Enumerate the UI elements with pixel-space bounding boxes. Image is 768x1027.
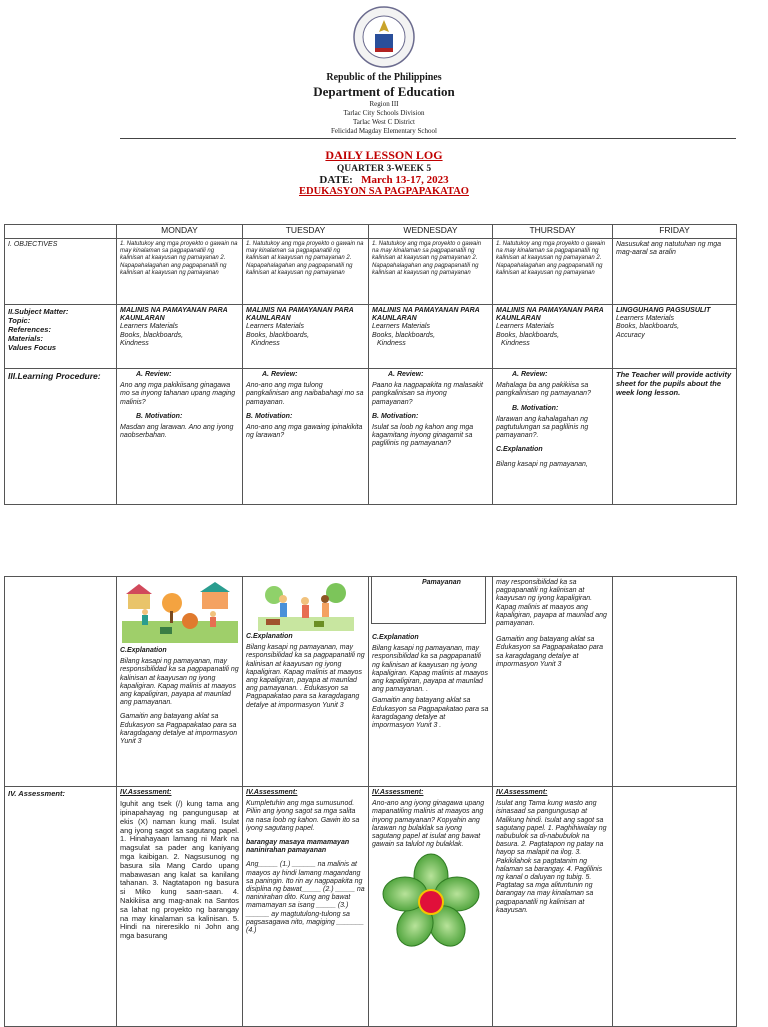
ref-text: Learners Materials	[372, 323, 430, 331]
monday-objectives: 1. Natutukoy ang mga proyekto o gawain na may kinalaman sa pagpapanatili ng kalinisan at kaayusan ng pamayanan 2. Napapahalagahan ang pagpapanatili ng kalinisan at kaayusan ng pamayanan	[117, 239, 243, 305]
thursday-explanation	[493, 577, 613, 787]
monday-motivation: Masdan ang larawan. Ano ang iyong naobserbahan.	[120, 424, 234, 440]
monday-gamitin: Gamaitin ang batayang aklat sa Edukasyon sa Pagpapakatao para sa karagdagang detalye at impormasyon Yunit 3	[120, 713, 238, 746]
wednesday-box	[371, 577, 486, 624]
objectives-label: I. OBJECTIVES	[5, 239, 117, 305]
header-divider	[120, 138, 736, 139]
thursday-review: Mahalaga ba ang pakikiisa sa pangkalinisan ng pamayanan?	[496, 382, 591, 398]
materials-text: Books, blackboards,	[120, 331, 184, 339]
tuesday-word-box: barangay masaya mamamayan naninirahan pamayanan	[246, 839, 350, 855]
explanation-label: C.Explanation	[246, 633, 293, 640]
thursday-header: THURSDAY	[493, 225, 613, 239]
tuesday-review: Ano-ano ang mga tulong pangkalinisan ang naibabahagi mo sa pamayanan.	[246, 382, 364, 406]
monday-assessment-text: Iguhit ang tsek (/) kung tama ang ipinapahayag ng pangungusap at ekis (X) naman kung mali. Isulat ang iyong sagot sa sagutang papel. 1. Hinahayaan lamang ni Mark na magsulat sa pader ang kaniyang mga kaibigan. 2. Nagsusunog ng basura sila Mang Cardo upang mabawasan ang kalat sa kanilang tahanan. 3. Nagtatapon ng basura si Miko kung saan-saan. 4. Nakikiisa ang mag-anak na Santos sa lahat ng proyekto ng barangay na may kinalaman sa kalinisan. 5. Hindi na nireresiklo ni John ang mga basurang	[120, 799, 239, 941]
assessment-heading: IV.Assessment:	[246, 789, 298, 796]
children-planting-illustration	[258, 581, 354, 631]
department-line: Department of Education	[313, 84, 455, 99]
district-line: Tarlac West C District	[353, 118, 415, 126]
ref-text: Learners Materials	[120, 323, 178, 331]
monday-explanation-text: Bilang kasapi ng pamayanan, may responsibilidad ka sa pagpapanatili ng kalinisan at kaayusan ng iyong kapaligiran. Kapag malinis at maayos ang kapaligiran, payapa at maunlad ang pamayanan.	[120, 658, 239, 707]
wednesday-gamitin: Gamaitin ang batayang aklat sa Edukasyon sa Pagpapakatao para sa karagdagang detalye at impormasyon Yunit 3 .	[372, 697, 489, 730]
tuesday-explanation	[243, 577, 369, 787]
motivation-label: B. Motivation:	[136, 412, 183, 420]
division-line: Tarlac City Schools Division	[343, 109, 425, 117]
topic-text: LINGGUHANG PAGSUSULIT	[616, 307, 711, 314]
friday-explanation	[613, 577, 737, 787]
wednesday-assessment-text: Ano-ano ang iyong ginagawa upang mapanatiling malinis at maayos ang inyong pamayanan? Kopyahin ang larawan ng bulaklak sa iyong sagutang papel at isulat ang bawat gawain sa talulot ng bulaklak.	[372, 800, 485, 849]
subject-matter-labels	[5, 305, 117, 369]
thursday-procedure	[493, 369, 613, 505]
subject-title: EDUKASYON SA PAGPAPAKATAO	[299, 186, 469, 197]
date-value: March 13-17, 2023	[361, 174, 449, 186]
tuesday-header: TUESDAY	[243, 225, 369, 239]
school-line: Felicidad Magday Elementary School	[331, 127, 437, 135]
materials-label: Materials:	[8, 334, 44, 343]
wednesday-assessment	[369, 787, 493, 1027]
topic-text: MALINIS NA PAMAYANAN PARA KAUNLARAN	[246, 307, 354, 323]
wednesday-review: Paano ka nagpapakita ng malasakit pangkalinisan sa inyong pamayanan?	[372, 382, 483, 406]
monday-assessment	[117, 787, 243, 1027]
flower-icon	[381, 852, 481, 952]
learning-procedure-row	[5, 369, 737, 505]
objectives-row	[5, 239, 737, 305]
topic-text: MALINIS NA PAMAYANAN PARA KAUNLARAN	[120, 307, 228, 323]
tuesday-subject	[243, 305, 369, 369]
motivation-label: B. Motivation:	[372, 412, 419, 420]
materials-text: Books, blackboards,	[616, 323, 680, 331]
learning-label-cell	[5, 369, 117, 505]
materials-text: Books, blackboards,	[246, 331, 310, 339]
wednesday-explanation-text: Bilang kasapi ng pamayanan, may responsibilidad ka sa pagpapanatili ng kalinisan at kaayusan ng iyong kapaligiran. Kapag malinis at maayos ang kapaligiran, payapa at maunlad ang pamayanan. .	[372, 645, 488, 694]
explanation-label: C.Explanation	[372, 634, 419, 641]
wednesday-objectives: 1. Natutukoy ang mga proyekto o gawain na may kinalaman sa pagpapanatili ng kalinisan at kaayusan ng pamayanan 2. Napapahalagahan ang pagpapanatili ng kalinisan at kaayusan ng pamayanan	[369, 239, 493, 305]
topic-text: MALINIS NA PAMAYANAN PARA KAUNLARAN	[372, 307, 480, 323]
materials-text: Books, blackboards,	[372, 331, 436, 339]
value-text: Kindness	[501, 339, 530, 347]
topic-text: MALINIS NA PAMAYANAN PARA KAUNLARAN	[496, 307, 604, 323]
assessment-heading: IV.Assessment:	[496, 789, 548, 796]
motivation-label: B. Motivation:	[246, 412, 293, 420]
values-label: Values Focus	[8, 343, 57, 352]
monday-header: MONDAY	[117, 225, 243, 239]
friday-subject	[613, 305, 737, 369]
thursday-assessment-text: Isulat ang Tama kung wasto ang isinasaad sa pangungusap at Malikung hindi. Isulat ang sagot sa sagutang papel. 1. Paghihiwalay ng nabubulok sa di-nabubulok na basura. 2. Pagtatapon ng patay na hayop sa malapit na ilog. 3. Pakikilahok sa pagtatanim ng halaman sa barangay. 4. Paglilinis ng kanal o daluyan ng tubig. 5. Pagtatag sa mga alituntunin ng barangay na may kinalaman sa pagpapanatili ng kalinisan at kaayusan.	[496, 800, 607, 914]
tuesday-assessment-text: Kumpletuhin ang mga sumusunod. Piliin ang iyong sagot sa mga salita na nasa loob ng kahon. Gawin ito sa iyong sagutang papel.	[246, 800, 360, 832]
topic-label: Topic:	[8, 316, 31, 325]
assessment-heading: IV.Assessment:	[372, 789, 424, 796]
subject-matter-label: II.Subject Matter:	[8, 307, 69, 316]
monday-procedure	[117, 369, 243, 505]
monday-explanation	[117, 577, 243, 787]
explanation-label: C.Explanation	[496, 446, 543, 454]
thursday-explanation-start: Bilang kasapi ng pamayanan,	[496, 460, 588, 468]
thursday-gamitin: Gamaitin ang batayang aklat sa Edukasyon sa Pagpapakatao para sa karagdagang detalye at impormasyon Yunit 3	[496, 636, 604, 668]
subject-matter-row	[5, 305, 737, 369]
explanation-label: C.Explanation	[120, 647, 167, 654]
assessment-heading: IV.Assessment:	[120, 789, 172, 796]
deped-seal	[353, 6, 415, 68]
ref-text: Learners Materials	[616, 315, 674, 323]
monday-review: Ano ang mga pakikiisang ginagawa mo sa inyong tahanan upang maging malinis?	[120, 382, 236, 406]
tuesday-explanation-text: Bilang kasapi ng pamayanan, may responsibilidad ka sa pagpapanatili ng kalinisan at kaayusan ng iyong kapaligiran. Kapag malinis at maayos ang kapaligiran, payapa at maunlad ang pamayanan. . Edukasyon sa Pagpapakatao para sa karagdagang detalye at impormasyon Yunit 3	[246, 644, 365, 709]
value-text: Kindness	[120, 339, 149, 347]
document-title: DAILY LESSON LOG	[325, 148, 443, 162]
tuesday-objectives: 1. Natutukoy ang mga proyekto o gawain na may kinalaman sa pagpapanatili ng kalinisan at kaayusan ng pamayanan 2. Napapahalagahan ang pagpapanatili ng kalinisan at kaayusan ng pamayanan	[243, 239, 369, 305]
thursday-objectives: 1. Natutukoy ang mga proyekto o gawain na may kinalaman sa pagpapanatili ng kalinisan at kaayusan ng pamayanan 2. Napapahalagahan ang pagpapanatili ng kalinisan at kaayusan ng pamayanan	[493, 239, 613, 305]
thursday-motivation: Ilarawan ang kahalagahan ng pagtutulungan sa paglilinis ng pamayanan?.	[496, 415, 589, 440]
wednesday-subject	[369, 305, 493, 369]
lesson-log-table-bottom	[4, 576, 737, 1027]
review-label: A. Review:	[388, 371, 424, 378]
ref-text: Learners Materials	[246, 323, 304, 331]
wednesday-motivation: Isulat sa loob ng kahon ang mga kagamitang inyong ginagamit sa paglilinis ng pamayanan?	[372, 424, 474, 448]
thursday-explanation-cont: may responsibilidad ka sa pagpapanatili ng kalinisan at kaayusan ng iyong kapaligiran. Kapag malinis at maayos ang kapaligiran, payapa at maunlad ang pamayanan.	[496, 579, 607, 628]
lesson-log-table-top	[4, 224, 737, 505]
friday-objectives: Nasusukat ang natutuhan ng mga mag-aaral sa aralin	[613, 239, 737, 305]
materials-text: Books, blackboards,	[496, 331, 560, 339]
friday-header: FRIDAY	[613, 225, 737, 239]
quarter-line: QUARTER 3-WEEK 5	[336, 164, 432, 174]
friday-note: The Teacher will provide activity sheet for the pupils about the week long lesson.	[613, 369, 737, 505]
header-row	[5, 225, 737, 239]
learning-label: III.Learning Procedure:	[8, 371, 101, 381]
explanation-row	[5, 577, 737, 787]
assessment-label-cell	[5, 787, 117, 1027]
references-label: References:	[8, 325, 51, 334]
value-text: Kindness	[377, 339, 406, 347]
date-line	[0, 174, 768, 186]
thursday-assessment	[493, 787, 613, 1027]
date-label: DATE:	[319, 174, 353, 186]
wednesday-procedure	[369, 369, 493, 505]
explanation-label-cell	[5, 577, 117, 787]
thursday-subject	[493, 305, 613, 369]
tuesday-fill-text: Ang_____ (1.) ______ na malinis at maayos ay hindi lamang magandang sa paningin. Ito rin ay nagpapakita ng disiplina ng bawat_____ (2.) _____ na naninirahan dito. Kung ang bawat mamamayan sa isang _____ (3.) ______ ay magtutulong-tulong sa pagsasagawa nito, magiging _______ (4.)	[246, 861, 365, 935]
assessment-label: IV. Assessment:	[8, 789, 65, 798]
republic-line: Republic of the Philippines	[326, 72, 442, 83]
value-text: Accuracy	[616, 331, 645, 339]
assessment-row	[5, 787, 737, 1027]
review-label: A. Review:	[262, 371, 298, 378]
tuesday-procedure	[243, 369, 369, 505]
review-label: A. Review:	[512, 371, 548, 378]
wednesday-header: WEDNESDAY	[369, 225, 493, 239]
value-text: Kindness	[251, 339, 280, 347]
tuesday-motivation: Ano-ano ang mga gawaing ipinakikita ng larawan?	[246, 424, 363, 440]
motivation-label: B. Motivation:	[512, 404, 559, 412]
wednesday-explanation	[369, 577, 493, 787]
blank-header	[5, 225, 117, 239]
pamayanan-label: Pamayanan	[422, 579, 461, 586]
community-cleanup-illustration	[122, 581, 238, 643]
friday-assessment	[613, 787, 737, 1027]
ref-text: Learners Materials	[496, 323, 554, 331]
monday-subject	[117, 305, 243, 369]
review-label: A. Review:	[136, 371, 172, 378]
tuesday-assessment	[243, 787, 369, 1027]
region-line: Region III	[369, 100, 399, 108]
